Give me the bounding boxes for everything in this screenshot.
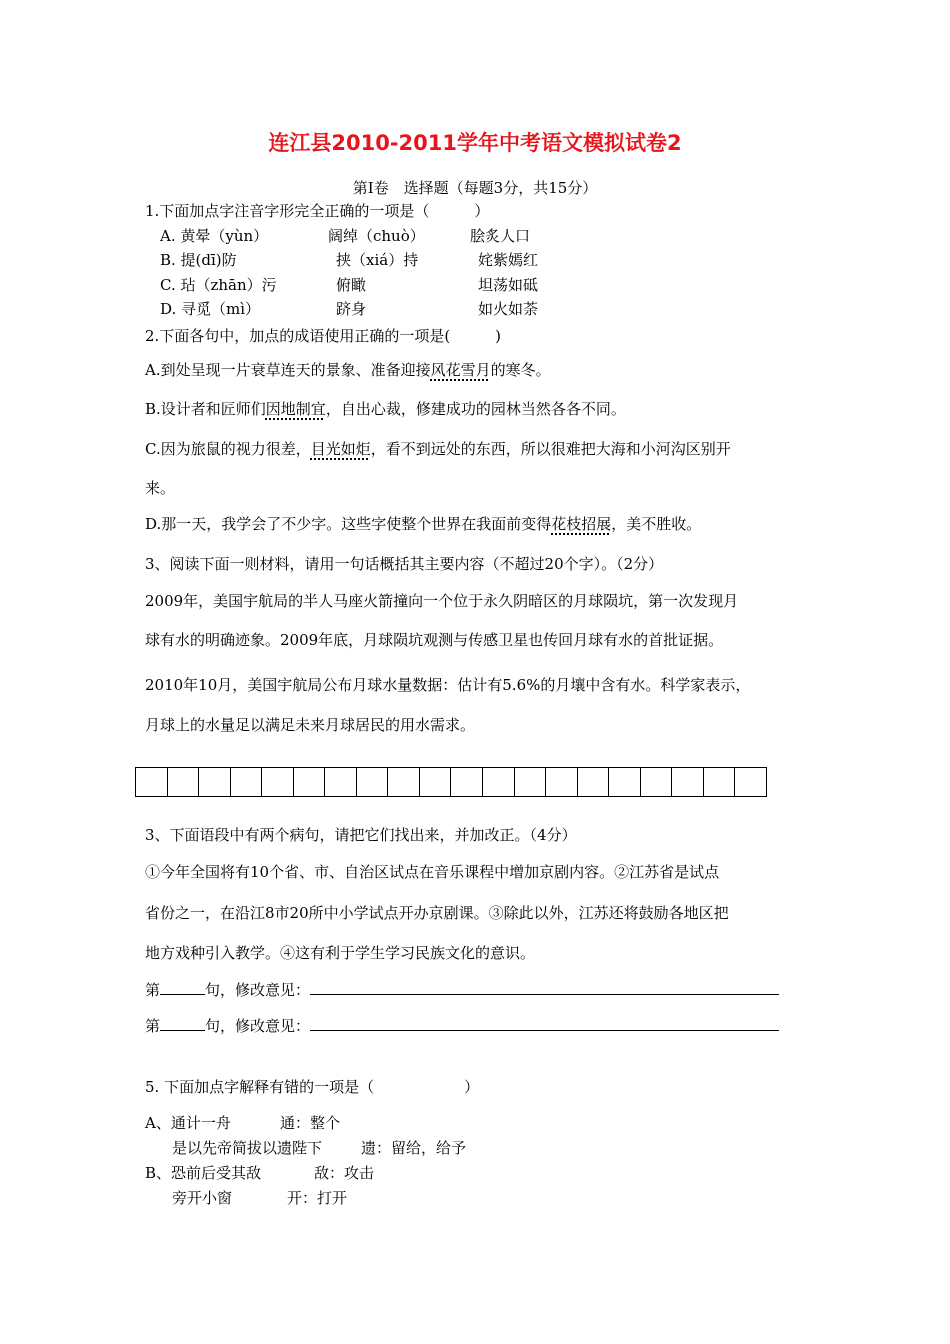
q2-option-b bbox=[145, 399, 626, 419]
q3-passage-line-3: 2010年10月，美国宇航局公布月球水量数据：估计有5.6%的月壤中含有水。科学家表示， bbox=[145, 676, 751, 694]
q1-d-item1: D. 寻觅（mì） bbox=[160, 300, 261, 318]
q4-stem: 3、下面语段中有两个病句，请把它们找出来，并加改正。（4分） bbox=[145, 826, 577, 844]
answer-cell[interactable] bbox=[199, 768, 231, 796]
q2-b-text-post: ，自出心裁，修建成功的园林当然各各不同。 bbox=[325, 400, 626, 418]
q1-a-item2: 阔绰（chuò） bbox=[328, 227, 425, 245]
answer-cell[interactable] bbox=[735, 768, 767, 796]
fill-prefix: 第 bbox=[145, 1017, 161, 1035]
q1-d-item3: 如火如荼 bbox=[478, 300, 539, 318]
exam-title: 连江县2010-2011学年中考语文模拟试卷2 bbox=[268, 131, 682, 155]
answer-cell[interactable] bbox=[672, 768, 704, 796]
q1-b-item2: 挟（xiá）持 bbox=[336, 251, 419, 269]
q5-b-phrase-2: 旁开小窗 bbox=[172, 1189, 233, 1207]
answer-cell[interactable] bbox=[546, 768, 578, 796]
q2-option-d bbox=[145, 514, 701, 534]
answer-cell[interactable] bbox=[609, 768, 641, 796]
q1-c-item2: 俯瞰 bbox=[336, 276, 367, 294]
revision-blank[interactable] bbox=[310, 980, 779, 995]
answer-cell[interactable] bbox=[578, 768, 610, 796]
answer-cell[interactable] bbox=[451, 768, 483, 796]
answer-cell[interactable] bbox=[357, 768, 389, 796]
q2-stem: 2.下面各句中，加点的成语使用正确的一项是( ) bbox=[145, 327, 502, 345]
sentence-number-blank[interactable] bbox=[160, 1016, 205, 1031]
q2-d-idiom: 花枝招展 bbox=[551, 515, 612, 533]
q1-a-item3: 脍炙人口 bbox=[470, 227, 531, 245]
q5-b-gloss-2: 开：打开 bbox=[287, 1189, 348, 1207]
q1-c-item3: 坦荡如砥 bbox=[478, 276, 539, 294]
answer-cell[interactable] bbox=[168, 768, 200, 796]
answer-cell[interactable] bbox=[325, 768, 357, 796]
answer-cell[interactable] bbox=[262, 768, 294, 796]
q1-d-item2: 跻身 bbox=[336, 300, 367, 318]
q5-a-gloss-1: 通：整个 bbox=[280, 1114, 341, 1132]
q2-b-idiom: 因地制宜 bbox=[265, 400, 326, 418]
q2-c-idiom: 目光如炬 bbox=[310, 440, 371, 458]
q2-option-c-continued: 来。 bbox=[145, 479, 176, 497]
fill-prefix: 第 bbox=[145, 981, 161, 999]
q4-answer-row-2 bbox=[145, 1016, 779, 1036]
answer-cell[interactable] bbox=[515, 768, 547, 796]
answer-cell[interactable] bbox=[294, 768, 326, 796]
q4-passage-line-1: ①今年全国将有10个省、市、自治区试点在音乐课程中增加京剧内容。②江苏省是试点 bbox=[145, 863, 720, 881]
q5-stem: 5. 下面加点字解释有错的一项是（ ） bbox=[145, 1078, 480, 1096]
answer-cell[interactable] bbox=[704, 768, 736, 796]
answer-cell[interactable] bbox=[420, 768, 452, 796]
q3-answer-grid[interactable] bbox=[135, 767, 767, 797]
q1-b-item1: B. 提(dī)防 bbox=[160, 251, 237, 269]
section-heading: 第Ⅰ卷 选择题（每题3分，共15分） bbox=[352, 179, 598, 197]
q3-stem: 3、阅读下面一则材料，请用一句话概括其主要内容（不超过20个字）。（2分） bbox=[145, 555, 664, 573]
q1-b-item3: 姹紫嫣红 bbox=[478, 251, 539, 269]
q2-option-a bbox=[145, 360, 551, 380]
answer-cell[interactable] bbox=[231, 768, 263, 796]
q2-a-idiom: 风花雪月 bbox=[430, 361, 491, 379]
q1-stem: 1.下面加点字注音字形完全正确的一项是（ ） bbox=[145, 202, 490, 220]
q5-b-phrase-1: B、恐前后受其敌 bbox=[145, 1164, 262, 1182]
q2-c-text-post: ，看不到远处的东西，所以很难把大海和小河沟区别开 bbox=[370, 440, 731, 458]
q1-a-item1: A. 黄晕（yùn） bbox=[160, 227, 269, 245]
answer-cell[interactable] bbox=[136, 768, 168, 796]
q4-passage-line-3: 地方戏种引入教学。④这有利于学生学习民族文化的意识。 bbox=[145, 944, 536, 962]
q5-b-gloss-1: 敌：攻击 bbox=[314, 1164, 375, 1182]
q4-answer-row-1 bbox=[145, 980, 779, 1000]
q2-option-c bbox=[145, 439, 731, 459]
q5-a-phrase-1: A、通计一舟 bbox=[145, 1114, 231, 1132]
q3-passage-line-4: 月球上的水量足以满足未来月球居民的用水需求。 bbox=[145, 716, 476, 734]
q2-d-text-pre: D.那一天，我学会了不少字。这些字使整个世界在我面前变得 bbox=[145, 515, 552, 533]
answer-cell[interactable] bbox=[388, 768, 420, 796]
answer-cell[interactable] bbox=[483, 768, 515, 796]
revision-blank[interactable] bbox=[310, 1016, 779, 1031]
q5-a-phrase-2: 是以先帝简拔以遗陛下 bbox=[172, 1139, 323, 1157]
q3-passage-line-2: 球有水的明确迹象。2009年底，月球陨坑观测与传感卫星也传回月球有水的首批证据。 bbox=[145, 631, 724, 649]
q2-b-text-pre: B.设计者和匠师们 bbox=[145, 400, 266, 418]
fill-suffix: 句，修改意见： bbox=[205, 981, 311, 999]
q2-c-text-pre: C.因为旅鼠的视力很差， bbox=[145, 440, 311, 458]
fill-suffix: 句，修改意见： bbox=[205, 1017, 311, 1035]
q2-d-text-post: ，美不胜收。 bbox=[611, 515, 702, 533]
answer-cell[interactable] bbox=[641, 768, 673, 796]
q3-passage-line-1: 2009年，美国宇航局的半人马座火箭撞向一个位于永久阴暗区的月球陨坑，第一次发现月 bbox=[145, 592, 739, 610]
q5-a-gloss-2: 遗：留给，给予 bbox=[361, 1139, 467, 1157]
q2-a-text-pre: A.到处呈现一片衰草连天的景象、准备迎接 bbox=[145, 361, 431, 379]
sentence-number-blank[interactable] bbox=[160, 980, 205, 995]
q2-a-text-post: 的寒冬。 bbox=[490, 361, 551, 379]
q1-c-item1: C. 玷（zhān）污 bbox=[160, 276, 277, 294]
q4-passage-line-2: 省份之一，在沿江8市20所中小学试点开办京剧课。③除此以外，江苏还将鼓励各地区把 bbox=[145, 904, 729, 922]
